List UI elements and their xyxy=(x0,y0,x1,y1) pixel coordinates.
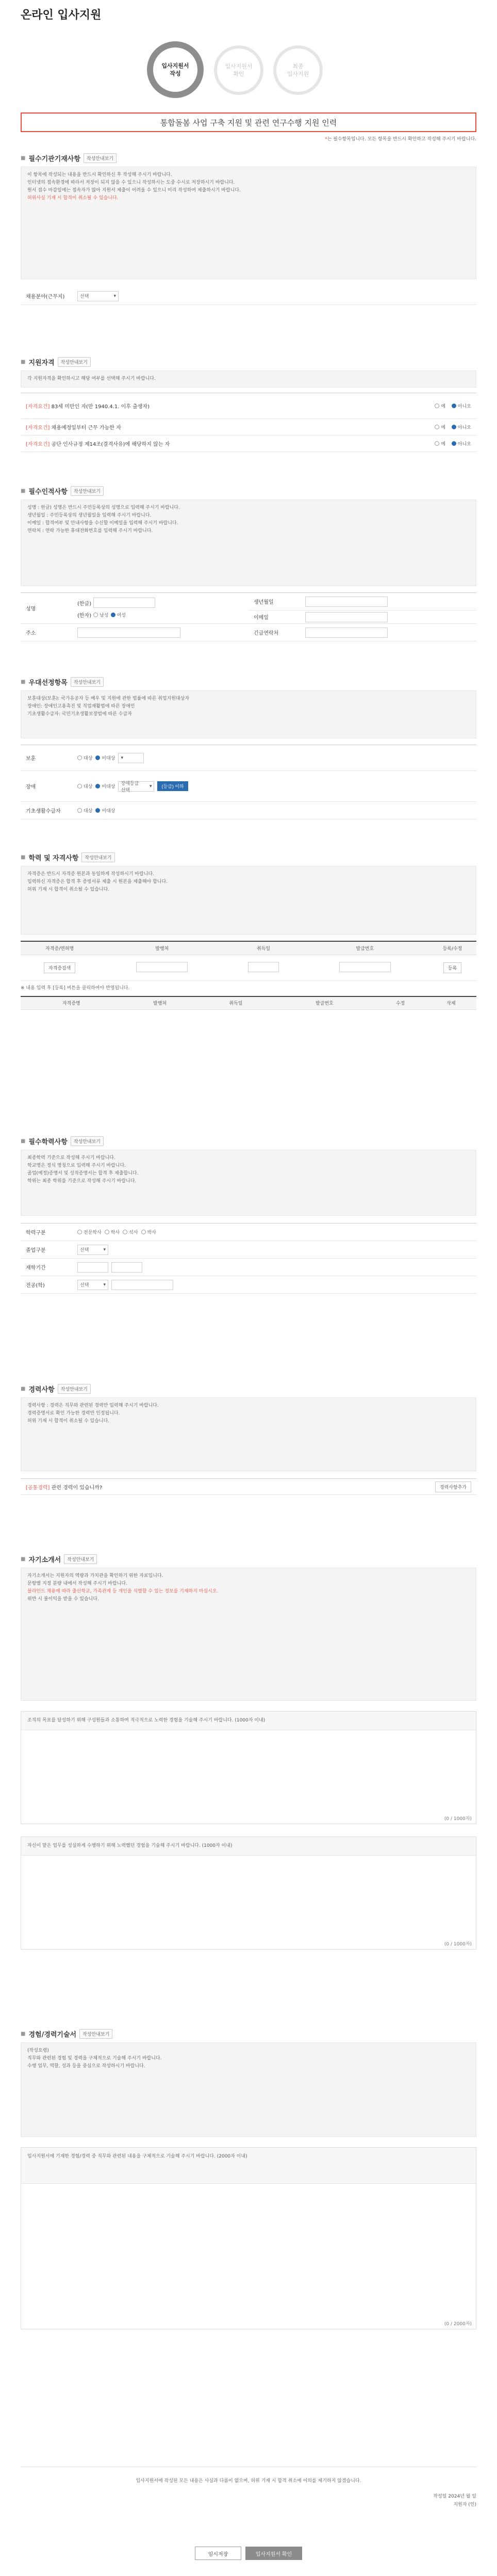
section-title: 학력 및 자격사항 xyxy=(28,854,79,862)
chevron-down-icon: ▾ xyxy=(113,293,116,299)
add-career-button[interactable]: 경력사항추가 xyxy=(435,1482,471,1492)
guide-box xyxy=(21,2042,476,2137)
name-label: 성명 xyxy=(26,606,36,612)
radio-label: 아니오 xyxy=(457,404,471,409)
guide-line: 경력증명서로 확인 가능한 경력만 인정됩니다. xyxy=(27,1411,120,1416)
birth-row xyxy=(248,593,476,610)
bottom-actions xyxy=(0,2547,497,2560)
education-label: 학력구분 xyxy=(26,1230,46,1236)
email-label: 이메일 xyxy=(254,615,269,621)
preference-disability-row xyxy=(21,771,476,802)
section-title: 필수학력사항 xyxy=(28,1138,68,1146)
question-tag: [공통경력] xyxy=(26,1485,50,1491)
radio-label: 아니오 xyxy=(457,442,471,447)
birth-input[interactable] xyxy=(305,597,388,607)
radio-label: 전문학사 xyxy=(84,1230,102,1235)
certificate-search-button[interactable]: 자격증검색 xyxy=(44,962,75,973)
certificate-note: ※ 내용 입력 후 [등록] 버튼을 클릭하여야 반영됩니다. xyxy=(21,985,130,991)
radio-label: 대상 xyxy=(84,784,93,790)
radio-label: 아니오 xyxy=(457,425,471,430)
no-radio[interactable] xyxy=(452,440,471,447)
example-button[interactable]: 작성안내보기 xyxy=(71,677,104,687)
section-marker-icon: ■ xyxy=(21,854,26,860)
address-row xyxy=(21,624,248,641)
guide-line: 보훈대상(보훈): 국가유공자 등 예우 및 지원에 관한 법률에 따른 취업지원대상자 xyxy=(27,696,190,701)
option-radio[interactable] xyxy=(77,1229,102,1235)
preference-label: 장애 xyxy=(26,784,36,790)
char-count: (0 / 2000자) xyxy=(444,2322,472,2327)
register-button[interactable]: 등록 xyxy=(443,962,461,973)
no-radio[interactable] xyxy=(452,403,471,409)
guide-line: 연락처 : 연락 가능한 휴대전화번호를 입력해 주시기 바랍니다. xyxy=(27,528,153,534)
education-label: 재학기간 xyxy=(26,1265,46,1271)
certificate-input-table xyxy=(21,941,476,981)
issuer-input[interactable] xyxy=(136,962,188,972)
example-button[interactable]: 작성안내보기 xyxy=(58,1384,91,1394)
guide-line: 이 항목에 작성되는 내용을 반드시 확인하신 후 작성해 주시기 바랍니다. xyxy=(27,172,172,178)
example-button[interactable]: 작성안내보기 xyxy=(84,153,117,163)
essay-box-3 xyxy=(21,2147,476,2329)
guide-line: 원서 접수 마감일에는 접속자가 많아 지원서 제출이 어려울 수 있으니 미리 작성하여 제출하시기 바랍니다. xyxy=(27,188,241,193)
section-qualification xyxy=(21,356,476,452)
section-preference xyxy=(21,676,476,819)
grade-select[interactable] xyxy=(118,781,154,792)
education-label: 전공(학) xyxy=(26,1283,45,1289)
essay-box-1 xyxy=(21,1711,476,1824)
section-personal-info xyxy=(21,485,476,641)
question-text: 관련 경력이 있습니까? xyxy=(51,1485,103,1491)
essay-textarea[interactable] xyxy=(21,2184,476,2318)
guide-box xyxy=(21,1397,476,1471)
certificate-list-table xyxy=(21,996,476,1010)
guide-line: 이메일 : 합격여부 및 안내사항을 수신할 이메일을 입력해 주시기 바랍니다. xyxy=(27,521,178,526)
name-korean-label: (한글) xyxy=(77,601,92,607)
section-marker-icon: ■ xyxy=(21,359,26,365)
guide-line: 입력하신 자격증은 합격 후 증빙서류 제출 시 원본을 제출해야 합니다. xyxy=(27,879,168,884)
guide-line-warning: 허위사실 기재 시 합격이 취소될 수 있습니다. xyxy=(27,196,119,201)
education-level-row xyxy=(21,1223,476,1241)
major-row xyxy=(21,1276,476,1294)
guide-line: 위반 시 불이익을 받을 수 있습니다. xyxy=(27,1597,99,1602)
pledge-signature: 지원자 (인) xyxy=(453,2502,476,2507)
job-field-select[interactable] xyxy=(77,291,119,301)
question-tag: [자격요건] xyxy=(26,442,50,447)
guide-line: 수행 업무, 역할, 성과 등을 중심으로 작성하시기 바랍니다. xyxy=(27,2064,145,2069)
section-marker-icon: ■ xyxy=(21,679,26,685)
question-tag: [자격요건] xyxy=(26,425,50,431)
guide-box xyxy=(21,866,476,935)
section-title: 경력사항 xyxy=(28,1386,55,1394)
guide-line: 자기소개서는 지원자의 역량과 가치관을 확인하기 위한 자료입니다. xyxy=(27,1573,163,1579)
name-row xyxy=(21,593,248,624)
radio-label: 예 xyxy=(441,442,445,447)
emergency-input[interactable] xyxy=(305,627,388,638)
end-date-input[interactable] xyxy=(111,1262,142,1273)
select-value: 선택 xyxy=(80,1248,89,1253)
column-header: 취득일 xyxy=(225,941,302,955)
guide-line: 허위 기재 시 합격이 취소될 수 있습니다. xyxy=(27,1419,110,1424)
job-field-row xyxy=(21,287,476,305)
section-marker-icon: ■ xyxy=(21,2031,26,2037)
question-text: 채용예정일부터 근무 가능한 자 xyxy=(51,425,121,431)
option-radio[interactable] xyxy=(141,1229,156,1235)
guide-line: 허위 기재 시 합격이 취소될 수 있습니다. xyxy=(27,887,110,892)
column-header: 등록/수정 xyxy=(428,941,476,955)
preference-welfare-row xyxy=(21,802,476,819)
birth-label: 생년월일 xyxy=(254,600,274,605)
section-title: 자기소개서 xyxy=(28,1556,61,1564)
section-marker-icon: ■ xyxy=(21,1138,26,1144)
guide-box xyxy=(21,690,476,738)
step-1-line1: 입사지원서 xyxy=(161,62,189,69)
guide-line-warning: 블라인드 채용에 따라 출신학교, 가족관계 등 개인을 식별할 수 있는 정보를 기재하지 마십시오. xyxy=(27,1589,219,1594)
yes-radio[interactable] xyxy=(435,440,445,447)
essay-question: 자신이 맡은 업무를 성실하게 수행하기 위해 노력했던 경험을 기술해 주시기 바랍니다. (1000자 이내) xyxy=(21,1837,476,1856)
temp-save-button[interactable]: 임시저장 xyxy=(195,2547,241,2560)
essay-box-2 xyxy=(21,1837,476,1950)
job-field-label: 채용분야(근무지) xyxy=(26,294,65,300)
step-3-line1: 최종 xyxy=(292,63,304,70)
email-input[interactable] xyxy=(305,612,388,622)
section-marker-icon: ■ xyxy=(21,1556,26,1562)
guide-line: 기초생활수급자: 국민기초생활보장법에 따른 수급자 xyxy=(27,712,132,717)
guide-line: 학위는 최종 학위를 기준으로 작성해 주시기 바랍니다. xyxy=(27,1179,137,1184)
option-radio[interactable] xyxy=(123,1229,138,1235)
guide-line: 생년월일 : 주민등록상의 생년월일을 입력해 주시기 바랍니다. xyxy=(27,513,152,518)
section-self-intro xyxy=(21,1553,476,1950)
education-label: 졸업구분 xyxy=(26,1248,46,1253)
guide-line: 경력사항 : 경력은 직무와 관련된 경력만 입력해 주시기 바랍니다. xyxy=(27,1403,159,1408)
emergency-label: 긴급연락처 xyxy=(254,631,279,636)
column-header: 자격증명 xyxy=(21,996,122,1010)
guide-line: 장애인: 장애인고용촉진 및 직업재활법에 따른 장애인 xyxy=(27,704,135,709)
qualification-row xyxy=(21,419,476,436)
grade-button[interactable]: (등급) 이하 xyxy=(157,781,188,791)
radio-label: 비대상 xyxy=(102,784,115,790)
question-text: 83세 미만인 자(만 1940.4.1. 이후 출생자) xyxy=(51,404,150,410)
example-button[interactable]: 작성안내보기 xyxy=(64,1554,97,1564)
guide-line: (작성요령) xyxy=(27,2048,49,2053)
radio-label: 여성 xyxy=(117,613,126,618)
essay-question: 조직의 목표를 달성하기 위해 구성원들과 소통하며 적극적으로 노력한 경험을 기술해 주시기 바랍니다. (1000자 이내) xyxy=(21,1712,476,1730)
percent-select[interactable] xyxy=(118,753,144,763)
section-career xyxy=(21,1383,476,1495)
chevron-down-icon: ▾ xyxy=(103,1282,106,1287)
radio-label: 석사 xyxy=(129,1230,138,1235)
chevron-down-icon: ▾ xyxy=(103,1247,106,1252)
column-header: 발급번호 xyxy=(302,941,428,955)
required-note-text: 는 필수항목입니다. 모든 항목을 반드시 확인하고 작성해 주시기 바랍니다. xyxy=(327,137,476,142)
acquired-date-input[interactable] xyxy=(248,962,279,972)
required-note xyxy=(325,135,476,142)
section-title: 지원자격 xyxy=(28,359,55,367)
non-target-radio[interactable] xyxy=(95,783,115,790)
section-experience xyxy=(21,2028,476,2329)
guide-line: 최종학력 기준으로 작성해 주시기 바랍니다. xyxy=(27,1155,115,1161)
radio-label: 대상 xyxy=(84,756,93,761)
essay-question: 입사지원서에 기재한 경험/경력 중 직무와 관련된 내용을 구체적으로 기술해 주시기 바랍니다. (2000자 이내) xyxy=(21,2148,476,2184)
step-2-line2: 확인 xyxy=(233,71,244,77)
column-header: 취득일 xyxy=(198,996,274,1010)
radio-label: 비대상 xyxy=(102,756,115,761)
career-question-row xyxy=(21,1478,476,1495)
example-button[interactable]: 작성안내보기 xyxy=(58,357,91,367)
pledge-date: 작성일 2024년 월 일 xyxy=(433,2494,476,2499)
radio-label: 비대상 xyxy=(102,809,115,814)
qualification-row xyxy=(21,393,476,419)
cert-number-input[interactable] xyxy=(339,962,391,972)
question-tag: [자격요건] xyxy=(26,404,50,410)
preference-label: 보훈 xyxy=(26,756,36,762)
guide-box xyxy=(21,371,476,388)
section-certificates xyxy=(21,851,476,1010)
qualification-row xyxy=(21,436,476,452)
preference-label: 기초생활수급자 xyxy=(26,809,61,814)
non-target-radio[interactable] xyxy=(95,754,115,761)
guide-line: 자격증은 반드시 자격증 원본과 동일하게 작성하시기 바랍니다. xyxy=(27,872,155,877)
step-2 xyxy=(214,45,263,95)
yes-radio[interactable] xyxy=(435,424,445,430)
required-star: * xyxy=(325,137,327,142)
radio-label: 예 xyxy=(441,404,445,409)
guide-box xyxy=(21,167,476,279)
guide-box xyxy=(21,500,476,586)
section-marker-icon: ■ xyxy=(21,1386,26,1392)
step-3-line2: 입사지원 xyxy=(287,71,309,77)
preference-veteran-row xyxy=(21,745,476,771)
section-marker-icon: ■ xyxy=(21,155,26,161)
question-text: 공단 인사규정 제14조(결격사유)에 해당하지 않는 자 xyxy=(51,442,170,447)
guide-line: 졸업(예정)증명서 및 성적증명서는 합격 후 제출합니다. xyxy=(27,1171,139,1176)
graduation-select[interactable] xyxy=(77,1245,108,1255)
pledge-text: 입사지원서에 작성된 모든 내용은 사실과 다름이 없으며, 허위 기재 시 합격 취소에 이의를 제기하지 않겠습니다. xyxy=(136,2478,361,2484)
radio-label: 박사 xyxy=(147,1230,156,1235)
page-title: 온라인 입사지원 xyxy=(21,9,102,22)
example-button[interactable]: 작성안내보기 xyxy=(71,1136,104,1146)
select-value: 선택 xyxy=(80,294,89,299)
section-title: 필수인적사항 xyxy=(28,488,68,496)
review-button[interactable]: 입사지원서 확인 xyxy=(245,2547,302,2560)
gender-male-radio[interactable] xyxy=(93,611,108,618)
guide-box xyxy=(21,1568,476,1701)
recruitment-title-banner: 통합돌봄 사업 구축 지원 및 관련 연구수행 지원 인력 xyxy=(21,112,476,132)
example-button[interactable]: 작성안내보기 xyxy=(71,486,104,496)
select-value: 선택 xyxy=(80,1283,89,1288)
name-korean-input[interactable] xyxy=(93,598,155,608)
guide-line: 학교명은 정식 명칭으로 입력해 주시기 바랍니다. xyxy=(27,1163,126,1168)
column-header: 수정 xyxy=(375,996,426,1010)
section-title: 경험/경력기술서 xyxy=(28,2031,77,2039)
guide-line: 성명 : 한글) 성명은 반드시 주민등록상의 성명으로 입력해 주시기 바랍니다. xyxy=(27,505,180,510)
step-3 xyxy=(273,45,323,95)
radio-label: 남성 xyxy=(100,613,109,618)
gender-female-radio[interactable] xyxy=(111,611,126,618)
example-button[interactable]: 작성안내보기 xyxy=(79,2029,112,2039)
no-radio[interactable] xyxy=(452,424,471,430)
step-2-line1: 입사지원서 xyxy=(225,63,253,70)
char-count: (0 / 1000자) xyxy=(444,1816,472,1822)
guide-line: 문항별 지정 분량 내에서 작성해 주시기 바랍니다. xyxy=(27,1581,127,1586)
char-count: (0 / 1000자) xyxy=(444,1942,472,1947)
target-radio[interactable] xyxy=(77,754,92,761)
essay-textarea[interactable] xyxy=(21,1730,476,1813)
radio-label: 대상 xyxy=(84,809,93,814)
essay-textarea[interactable] xyxy=(21,1856,476,1938)
radio-label: 예 xyxy=(441,425,445,430)
email-row xyxy=(248,610,476,624)
guide-line: 직무와 관련된 경험 및 경력을 구체적으로 기술해 주시기 바랍니다. xyxy=(27,2056,162,2061)
select-value: 장애등급 선택 xyxy=(121,781,139,793)
non-target-radio[interactable] xyxy=(95,807,115,814)
chevron-down-icon: ▾ xyxy=(121,755,124,761)
option-radio[interactable] xyxy=(105,1229,120,1235)
radio-label: 학사 xyxy=(110,1230,120,1235)
section-required-info xyxy=(21,152,476,305)
section-title: 필수기관기재사항 xyxy=(28,155,80,163)
section-marker-icon: ■ xyxy=(21,488,26,494)
section-title: 우대선정항목 xyxy=(28,679,68,687)
column-header: 발행처 xyxy=(98,941,225,955)
address-label: 주소 xyxy=(26,631,36,636)
guide-line: 각 지원자격을 확인하시고 해당 여부를 선택해 주시기 바랍니다. xyxy=(27,376,156,381)
target-radio[interactable] xyxy=(77,783,92,790)
target-radio[interactable] xyxy=(77,807,92,814)
address-input[interactable] xyxy=(77,627,180,638)
example-button[interactable]: 작성안내보기 xyxy=(81,852,114,862)
graduation-row xyxy=(21,1241,476,1259)
start-date-input[interactable] xyxy=(77,1262,108,1273)
section-education xyxy=(21,1135,476,1294)
guide-line: 인터넷의 접속환경에 따라서 저장이 되지 않을 수 있으니 작성하시는 도중 수시로 저장하시기 바랍니다. xyxy=(27,180,235,185)
emergency-row xyxy=(248,624,476,641)
column-header: 발행처 xyxy=(122,996,197,1010)
name-hanja-label: (한자) xyxy=(77,613,92,619)
column-header: 삭제 xyxy=(426,996,476,1010)
chevron-down-icon: ▾ xyxy=(149,783,152,789)
step-1 xyxy=(147,41,204,98)
guide-box xyxy=(21,1150,476,1216)
major-select[interactable] xyxy=(77,1280,108,1290)
column-header: 발급번호 xyxy=(274,996,375,1010)
major-input[interactable] xyxy=(111,1280,173,1290)
yes-radio[interactable] xyxy=(435,403,445,409)
pledge-block xyxy=(21,2477,476,2509)
column-header: 자격증/면허명 xyxy=(21,941,98,955)
step-progress xyxy=(0,41,497,103)
period-row xyxy=(21,1259,476,1276)
step-1-line2: 작성 xyxy=(170,70,181,77)
